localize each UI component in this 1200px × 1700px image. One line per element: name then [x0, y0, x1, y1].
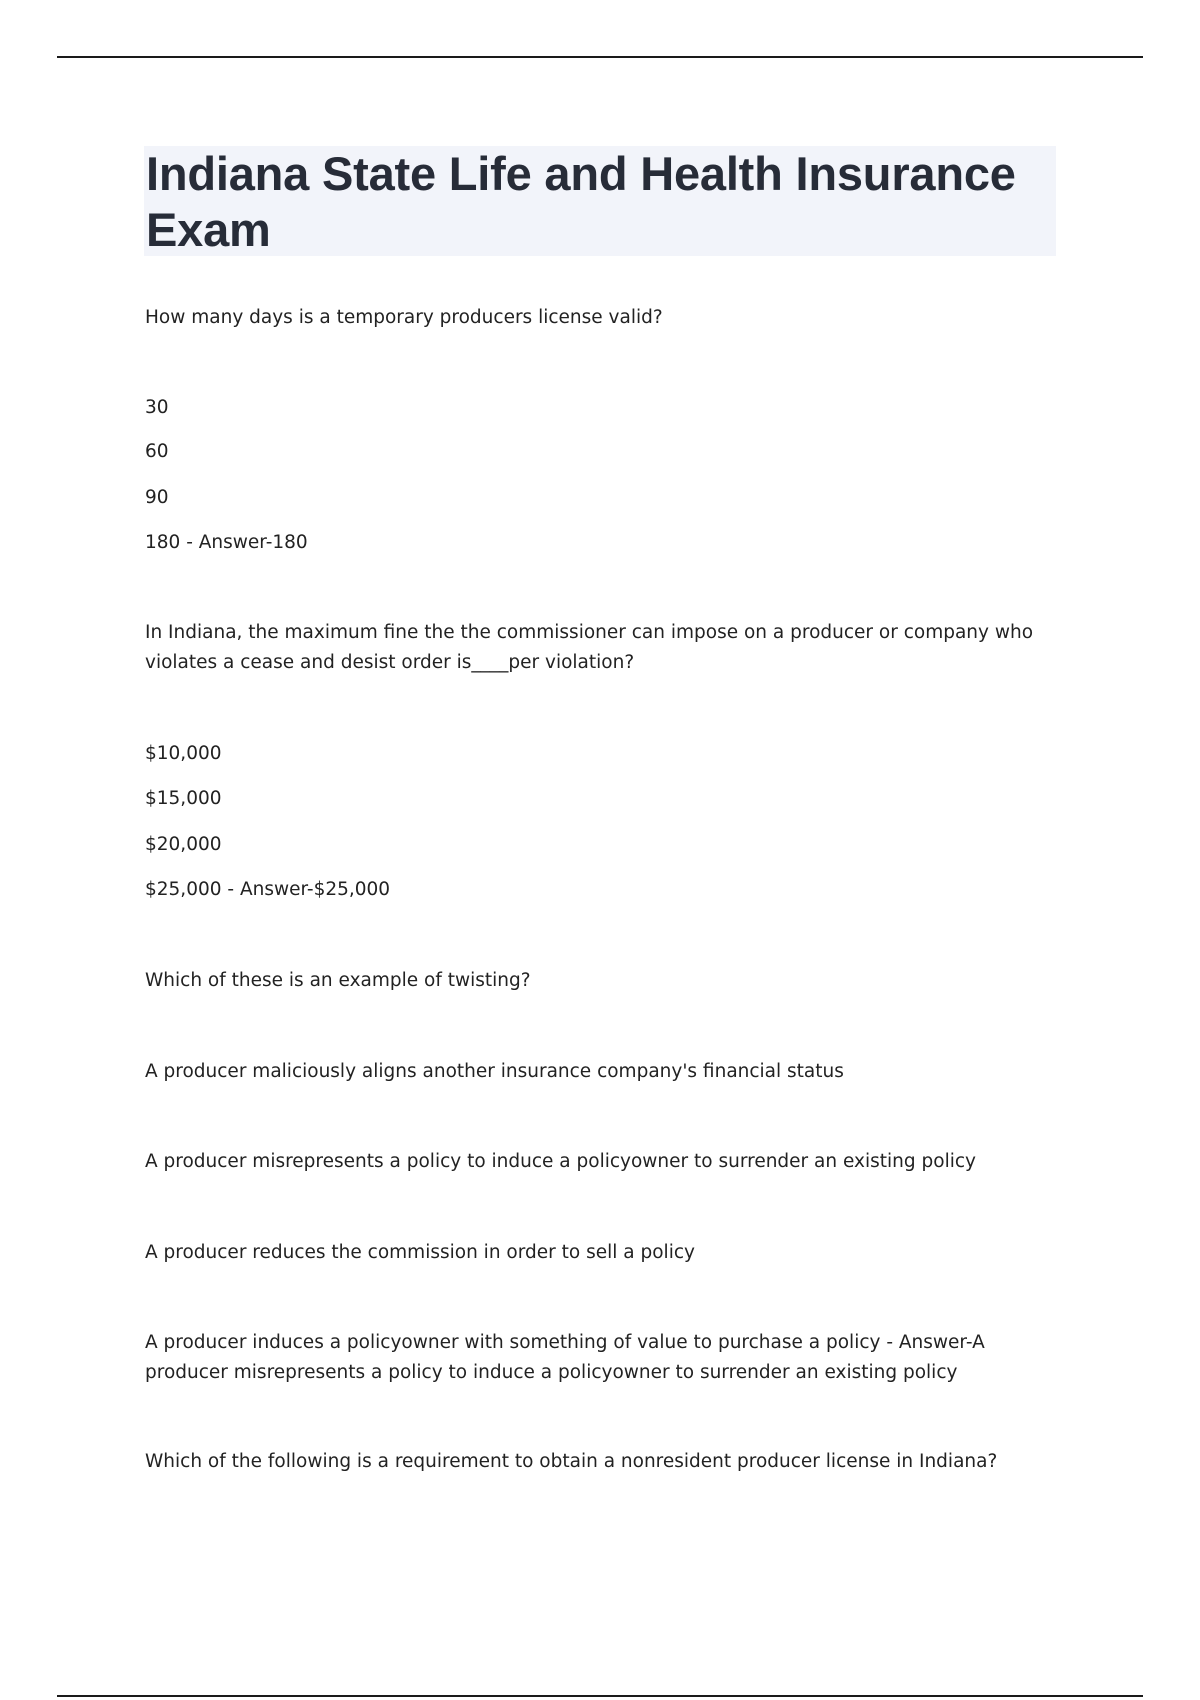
question-2-option-2: $15,000	[145, 788, 222, 809]
question-1-option-3: 90	[145, 487, 169, 508]
question-2-option-4-answer: $25,000 - Answer-$25,000	[145, 879, 391, 900]
question-3-option-4-answer: A producer induces a policyowner with something of value to purchase a policy - Answer-A producer misrepresents a policy to induce a policyowner to surrender an existing policy	[145, 1332, 985, 1383]
question-1-option-1: 30	[145, 397, 169, 418]
question-3-option-1: A producer maliciously aligns another insurance company's financial status	[145, 1061, 844, 1082]
question-1-text: How many days is a temporary producers license valid?	[145, 307, 663, 328]
document-title: Indiana State Life and Health Insurance Exam	[146, 147, 1016, 256]
title-block	[144, 146, 1056, 256]
question-1-option-4-answer: 180 - Answer-180	[145, 532, 308, 553]
question-3-option-2: A producer misrepresents a policy to induce a policyowner to surrender an existing policy	[145, 1151, 976, 1172]
bottom-rule	[57, 1695, 1143, 1697]
question-1-option-2: 60	[145, 441, 169, 462]
question-2-option-3: $20,000	[145, 834, 222, 855]
question-2-option-1: $10,000	[145, 743, 222, 764]
top-rule	[57, 56, 1143, 58]
question-3-option-3: A producer reduces the commission in order to sell a policy	[145, 1242, 695, 1263]
question-4-text: Which of the following is a requirement to obtain a nonresident producer license in Indiana?	[145, 1451, 998, 1472]
question-3-text: Which of these is an example of twisting?	[145, 970, 531, 991]
question-2-text: In Indiana, the maximum fine the the commissioner can impose on a producer or company who violates a cease and desist order is____per violation?	[145, 622, 1034, 673]
